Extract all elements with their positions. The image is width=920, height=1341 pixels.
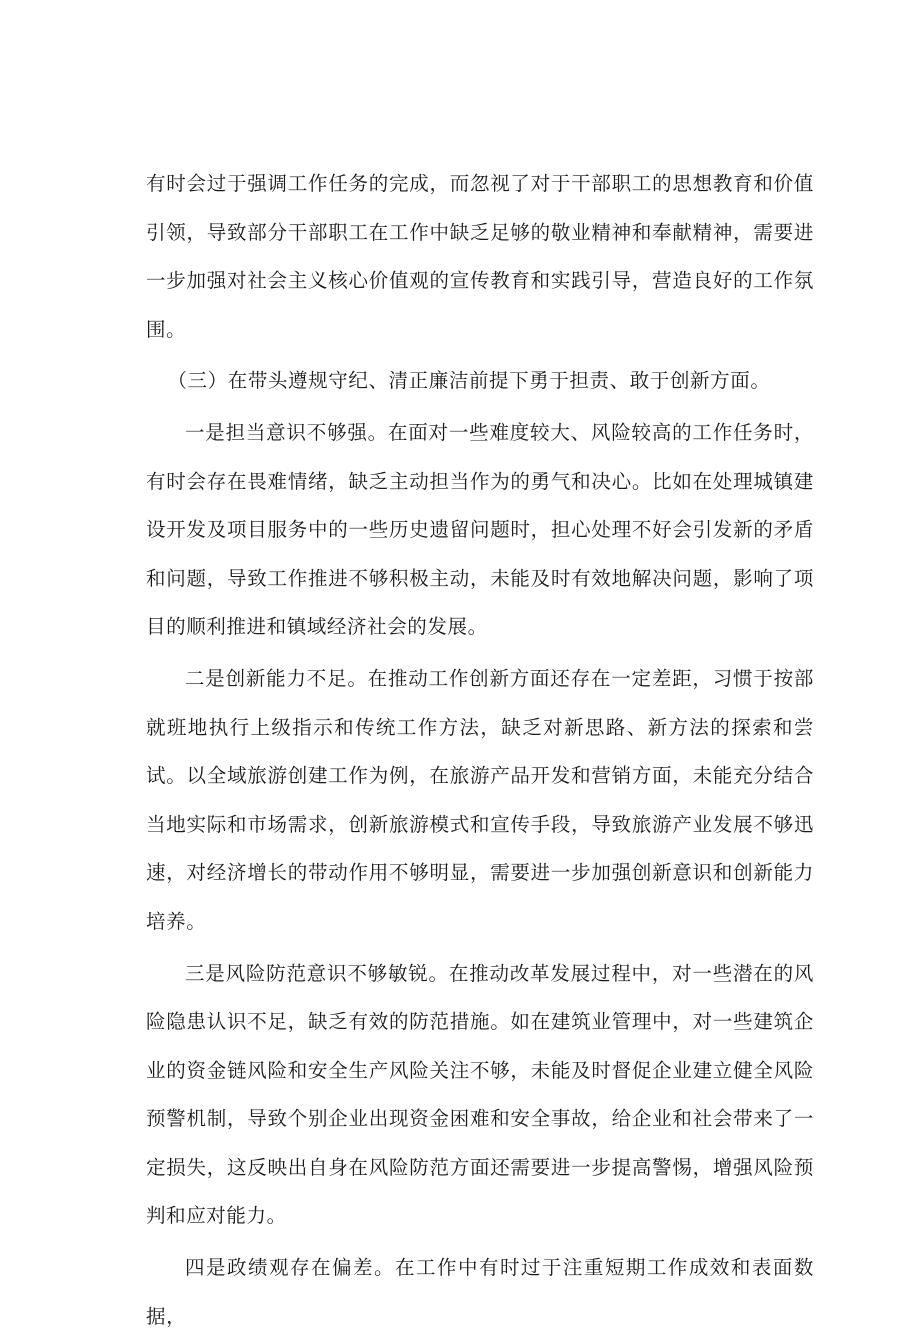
paragraph-performance-view: 四是政绩观存在偏差。在工作中有时过于注重短期工作成效和表面数据， (146, 1256, 814, 1328)
continuation-paragraph: 有时会过于强调工作任务的完成，而忽视了对于干部职工的思想教育和价值引领，导致部分干部职工在工作中缺乏足够的敬业精神和奉献精神，需要进一步加强对社会主义核心价值观的宣传教育和实践引导，营造良好的工作氛围。 (146, 172, 814, 341)
paragraph-responsibility: 一是担当意识不够强。在面对一些难度较大、风险较高的工作任务时，有时会存在畏难情绪，缺乏主动担当作为的勇气和决心。比如在处理城镇建设开发及项目服务中的一些历史遗留问题时，担心处理不好会引发新的矛盾和问题，导致工作推进不够积极主动，未能及时有效地解决问题，影响了项目的顺利推进和镇域经济社会的发展。 (146, 420, 814, 639)
document-page (146, 160, 814, 1341)
section-heading: （三）在带头遵规守纪、清正廉洁前提下勇于担责、敢于创新方面。 (167, 369, 771, 393)
paragraph-risk-prevention: 三是风险防范意识不够敏锐。在推动改革发展过程中，对一些潜在的风险隐患认识不足，缺乏有效的防范措施。如在建筑业管理中，对一些建筑企业的资金链风险和安全生产风险关注不够，未能及时督促企业建立健全风险预警机制，导致个别企业出现资金困难和安全事故，给企业和社会带来了一定损失，这反映出自身在风险防范方面还需要进一步提高警惕，增强风险预判和应对能力。 (146, 961, 814, 1228)
paragraph-innovation: 二是创新能力不足。在推动工作创新方面还存在一定差距，习惯于按部就班地执行上级指示和传统工作方法，缺乏对新思路、新方法的探索和尝试。以全域旅游创建工作为例，在旅游产品开发和营销方面，未能充分结合当地实际和市场需求，创新旅游模式和宣传手段，导致旅游产业发展不够迅速，对经济增长的带动作用不够明显，需要进一步加强创新意识和创新能力培养。 (146, 666, 814, 933)
